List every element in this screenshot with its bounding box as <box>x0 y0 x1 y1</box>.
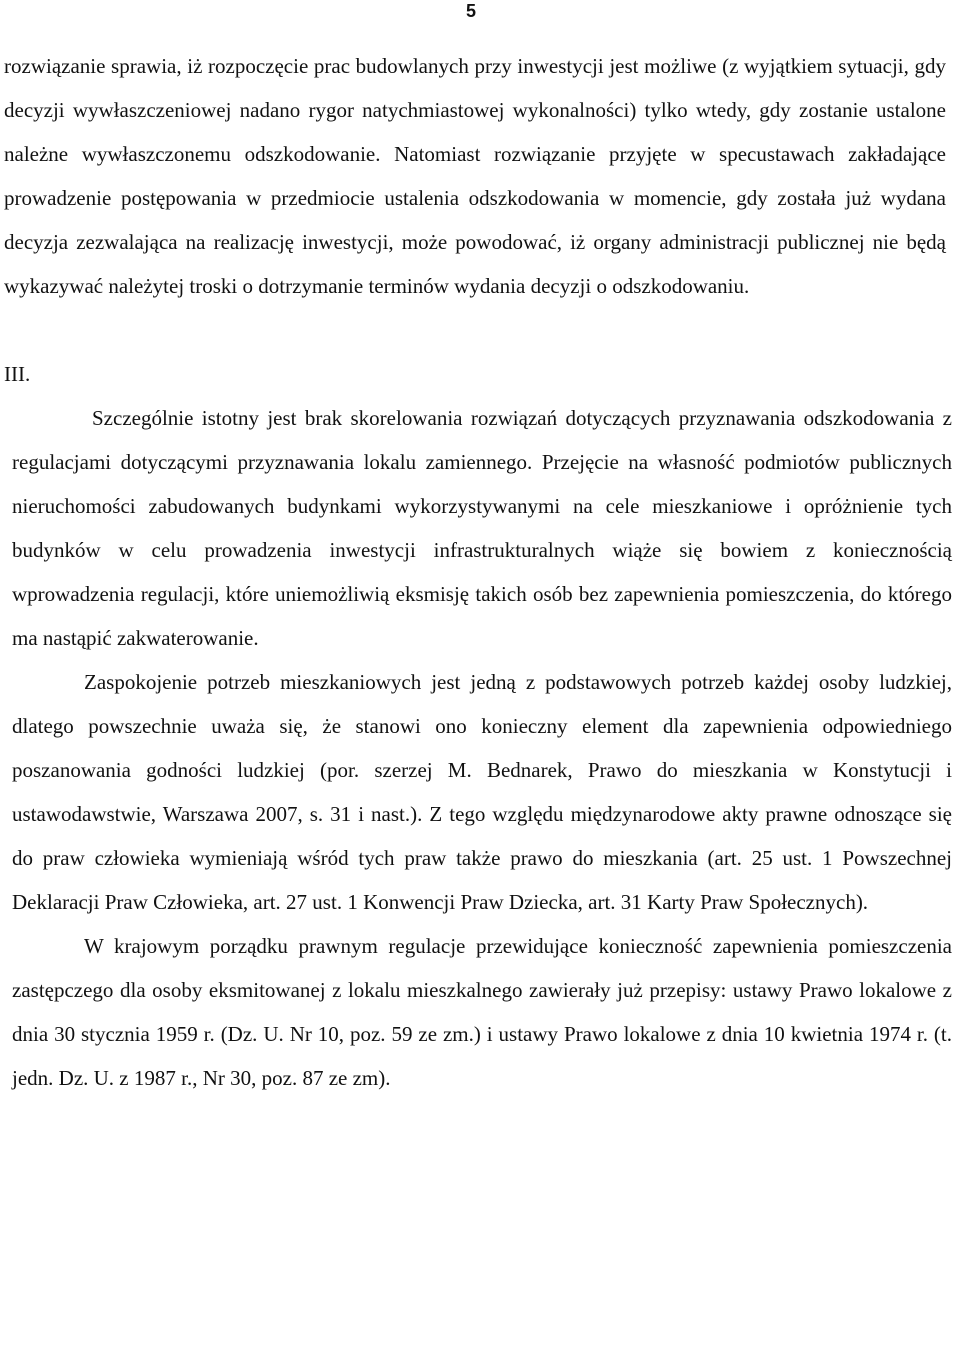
document-body <box>4 44 952 1100</box>
page-number: 5 <box>466 1 477 21</box>
paragraph-1: rozwiązanie sprawia, iż rozpoczęcie prac budowlanych przy inwestycji jest możliwe (z wyjątkiem sytuacji, gdy decyzji wywłaszczeniowej nadano rygor natychmiastowej wykonalności) tylko wtedy, gdy zostanie ustalone należne wywłaszczonemu odszkodowanie. Natomiast rozwiązanie przyjęte w specustawach zakładające prowadzenie postępowania w przedmiocie ustalenia odszkodowania w momencie, gdy została już wydana decyzja zezwalająca na realizację inwestycji, może powodować, iż organy administracji publicznej nie będą wykazywać należytej troski o dotrzymanie terminów wydania decyzji o odszkodowaniu. <box>4 54 946 298</box>
paragraph-3: Zaspokojenie potrzeb mieszkaniowych jest jedną z podstawowych potrzeb każdej osoby ludzkiej, dlatego powszechnie uważa się, że stanowi ono konieczny element dla zapewnienia odpowiedniego poszanowania godności ludzkiej (por. szerzej M. Bednarek, Prawo do mieszkania w Konstytucji i ustawodawstwie, Warszawa 2007, s. 31 i nast.). Z tego względu międzynarodowe akty prawne odnoszące się do praw człowieka wymieniają wśród tych praw także prawo do mieszkania (art. 25 ust. 1 Powszechnej Deklaracji Praw Człowieka, art. 27 ust. 1 Konwencji Praw Dziecka, art. 31 Karty Praw Społecznych). <box>12 670 952 914</box>
paragraph-2: Szczególnie istotny jest brak skorelowania rozwiązań dotyczących przyznawania odszkodowania z regulacjami dotyczącymi przyznawania lokalu zamiennego. Przejęcie na własność podmiotów publicznych nieruchomości zabudowanych budynkami wykorzystywanymi na cele mieszkaniowe i opróżnienie tych budynków w celu prowadzenia inwestycji infrastrukturalnych wiąże się bowiem z koniecznością wprowadzenia regulacji, które uniemożliwią eksmisję takich osób bez zapewnienia pomieszczenia, do którego ma nastąpić zakwaterowanie. <box>12 406 952 650</box>
section-heading: III. <box>4 362 31 386</box>
paragraph-4: W krajowym porządku prawnym regulacje przewidujące konieczność zapewnienia pomieszczenia zastępczego dla osoby eksmitowanej z lokalu mieszkalnego zawierały już przepisy: ustawy Prawo lokalowe z dnia 30 stycznia 1959 r. (Dz. U. Nr 10, poz. 59 ze zm.) i ustawy Prawo lokalowe z dnia 10 kwietnia 1974 r. (t. jedn. Dz. U. z 1987 r., Nr 30, poz. 87 ze zm). <box>12 934 952 1090</box>
